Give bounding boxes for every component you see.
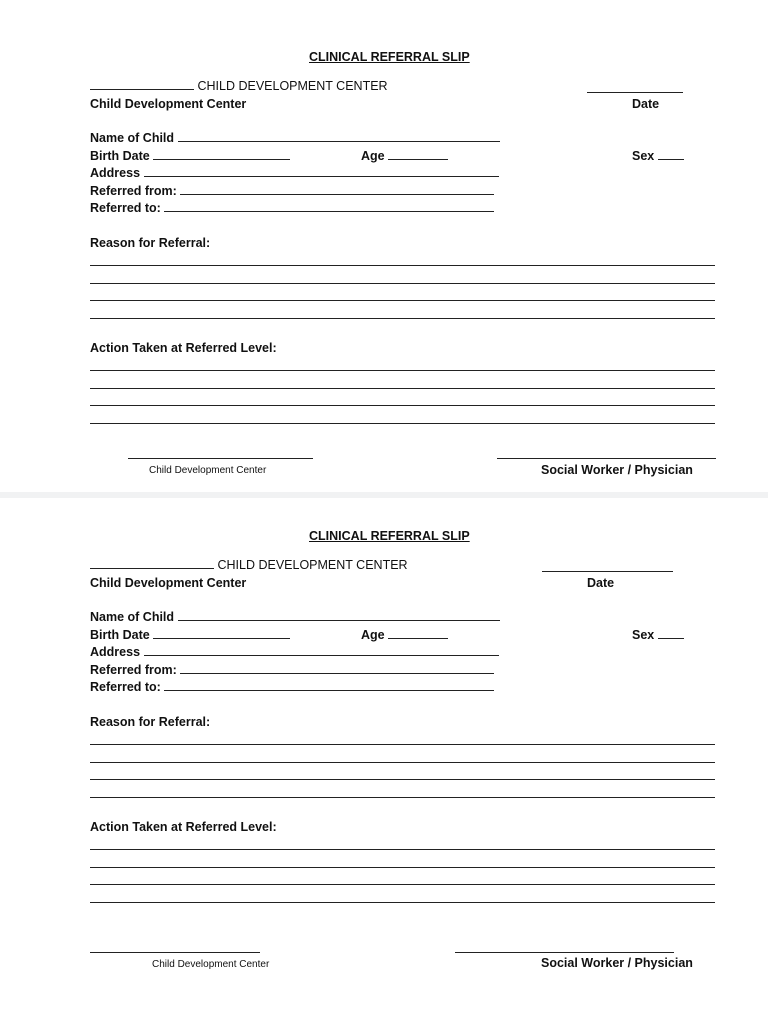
- reason-label: Reason for Referral:: [90, 236, 211, 250]
- center-sublabel: Child Development Center: [90, 97, 247, 111]
- sex-label: Sex: [632, 149, 655, 163]
- sex-field-row: [632, 149, 684, 163]
- referred-to-blank[interactable]: [164, 680, 494, 691]
- age-label: Age: [361, 628, 385, 642]
- action-line[interactable]: [90, 370, 715, 371]
- action-line[interactable]: [90, 884, 715, 885]
- referred-from-blank[interactable]: [180, 184, 494, 195]
- referred-from-row: [90, 663, 494, 677]
- birth-blank[interactable]: [153, 628, 290, 639]
- slip-title: CLINICAL REFERRAL SLIP: [309, 529, 470, 543]
- action-line[interactable]: [90, 849, 715, 850]
- age-field-row: [361, 149, 448, 163]
- center-sublabel: Child Development Center: [90, 576, 247, 590]
- birth-field-row: [90, 628, 290, 642]
- address-field-row: [90, 166, 499, 180]
- name-blank[interactable]: [178, 131, 500, 142]
- age-blank[interactable]: [388, 628, 448, 639]
- referred-to-label: Referred to:: [90, 680, 161, 694]
- reason-line[interactable]: [90, 779, 715, 780]
- date-label: Date: [587, 576, 615, 590]
- reason-line[interactable]: [90, 300, 715, 301]
- action-line[interactable]: [90, 867, 715, 868]
- reason-line[interactable]: [90, 265, 715, 266]
- address-field-row: [90, 645, 499, 659]
- reason-label: Reason for Referral:: [90, 715, 211, 729]
- birth-label: Birth Date: [90, 628, 150, 642]
- birth-field-row: [90, 149, 290, 163]
- address-label: Address: [90, 166, 141, 180]
- birth-blank[interactable]: [153, 149, 290, 160]
- action-line[interactable]: [90, 423, 715, 424]
- sex-label: Sex: [632, 628, 655, 642]
- action-line[interactable]: [90, 902, 715, 903]
- signature-left-label: Child Development Center: [152, 959, 270, 970]
- center-name-blank[interactable]: [90, 79, 194, 90]
- age-field-row: [361, 628, 448, 642]
- reason-line[interactable]: [90, 744, 715, 745]
- signature-left-label: Child Development Center: [149, 465, 267, 476]
- referred-from-blank[interactable]: [180, 663, 494, 674]
- referral-slip-2: [0, 498, 768, 1024]
- slip-title: CLINICAL REFERRAL SLIP: [309, 50, 470, 64]
- sex-blank[interactable]: [658, 149, 684, 160]
- referred-from-label: Referred from:: [90, 663, 177, 677]
- sex-field-row: [632, 628, 684, 642]
- age-label: Age: [361, 149, 385, 163]
- date-blank[interactable]: [542, 571, 673, 572]
- address-blank[interactable]: [144, 645, 499, 656]
- name-label: Name of Child: [90, 131, 175, 145]
- referred-to-label: Referred to:: [90, 201, 161, 215]
- reason-line[interactable]: [90, 762, 715, 763]
- center-heading: CHILD DEVELOPMENT CENTER: [217, 558, 408, 572]
- referred-from-label: Referred from:: [90, 184, 177, 198]
- signature-right-label: Social Worker / Physician: [541, 463, 693, 477]
- referred-from-row: [90, 184, 494, 198]
- reason-line[interactable]: [90, 283, 715, 284]
- referred-to-blank[interactable]: [164, 201, 494, 212]
- signature-line-right[interactable]: [497, 458, 716, 459]
- center-heading: CHILD DEVELOPMENT CENTER: [197, 79, 388, 93]
- address-blank[interactable]: [144, 166, 499, 177]
- sex-blank[interactable]: [658, 628, 684, 639]
- center-heading-row: [90, 558, 408, 572]
- action-label: Action Taken at Referred Level:: [90, 820, 277, 834]
- center-heading-row: [90, 79, 388, 93]
- name-label: Name of Child: [90, 610, 175, 624]
- date-blank[interactable]: [587, 92, 683, 93]
- referred-to-row: [90, 680, 494, 694]
- birth-label: Birth Date: [90, 149, 150, 163]
- center-name-blank[interactable]: [90, 558, 214, 569]
- referral-slip-1: [0, 0, 768, 492]
- date-label: Date: [632, 97, 660, 111]
- name-field-row: [90, 610, 500, 624]
- age-blank[interactable]: [388, 149, 448, 160]
- action-label: Action Taken at Referred Level:: [90, 341, 277, 355]
- referred-to-row: [90, 201, 494, 215]
- signature-line-left[interactable]: [90, 952, 260, 953]
- address-label: Address: [90, 645, 141, 659]
- action-line[interactable]: [90, 388, 715, 389]
- reason-line[interactable]: [90, 797, 715, 798]
- signature-line-left[interactable]: [128, 458, 313, 459]
- reason-line[interactable]: [90, 318, 715, 319]
- name-blank[interactable]: [178, 610, 500, 621]
- signature-right-label: Social Worker / Physician: [541, 956, 693, 970]
- name-field-row: [90, 131, 500, 145]
- action-line[interactable]: [90, 405, 715, 406]
- signature-line-right[interactable]: [455, 952, 674, 953]
